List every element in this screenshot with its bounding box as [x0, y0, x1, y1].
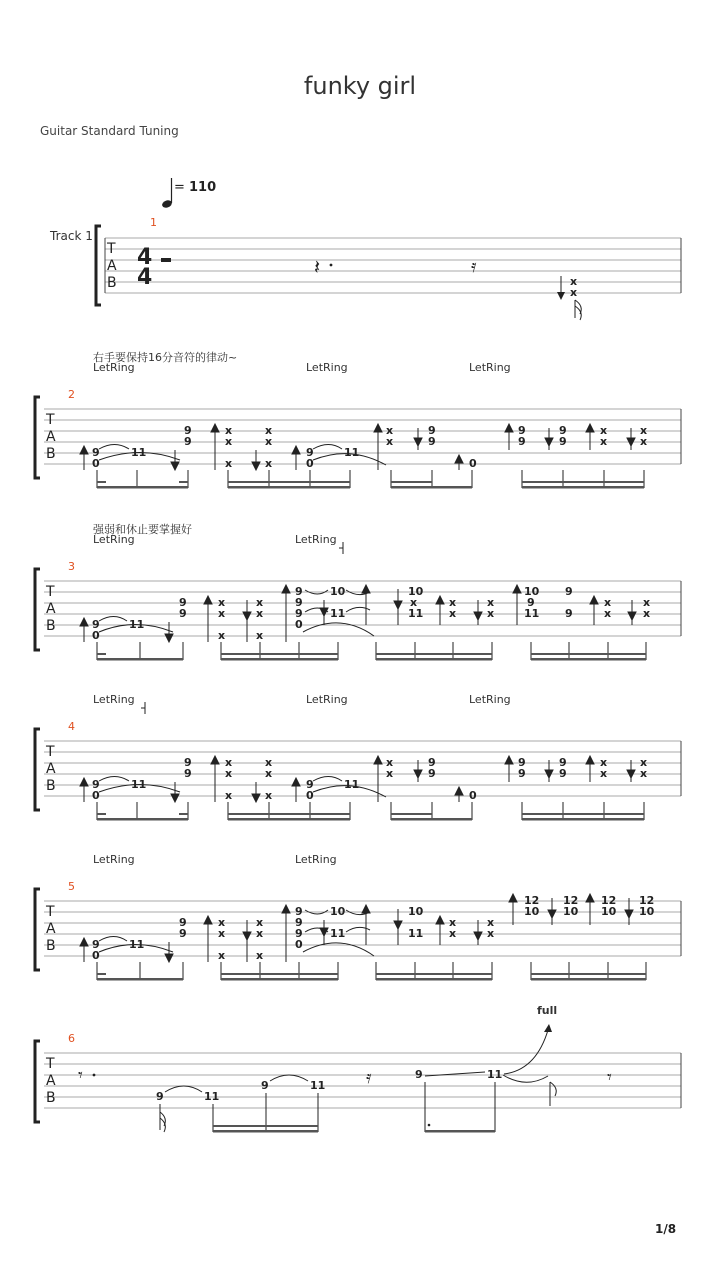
- technique-note: 强弱和休止要掌握好: [93, 523, 192, 536]
- svg-text:A: A: [46, 429, 56, 445]
- svg-text:x: x: [218, 916, 226, 929]
- svg-text:9: 9: [184, 424, 192, 437]
- svg-text:x: x: [640, 767, 648, 780]
- svg-text:12: 12: [639, 894, 655, 907]
- svg-text:x: x: [640, 756, 648, 769]
- svg-text:0: 0: [306, 789, 314, 802]
- svg-text:x: x: [256, 596, 264, 609]
- svg-text:9: 9: [428, 756, 436, 769]
- track-label: Track 1: [50, 229, 93, 243]
- let-ring-marking: LetRing: [306, 693, 348, 706]
- tempo-value: 110: [189, 180, 217, 195]
- svg-text:x: x: [225, 435, 233, 448]
- svg-text:0: 0: [469, 789, 477, 802]
- measure-number-1: 1: [150, 216, 157, 229]
- measure-number-4: 4: [68, 720, 75, 733]
- svg-text:9: 9: [559, 435, 567, 448]
- tab-staff-3: [35, 542, 681, 661]
- tab-clef-b: B: [107, 275, 117, 291]
- svg-text:10: 10: [524, 905, 540, 918]
- svg-text:x: x: [225, 424, 233, 437]
- svg-text:x: x: [570, 286, 578, 299]
- score-title: funky girl: [303, 72, 417, 100]
- svg-text:x: x: [640, 424, 648, 437]
- svg-text:x: x: [218, 607, 226, 620]
- svg-text:x: x: [487, 596, 495, 609]
- svg-text:B: B: [46, 778, 56, 794]
- svg-text:x: x: [604, 607, 612, 620]
- svg-text:x: x: [600, 424, 608, 437]
- svg-text:x: x: [265, 756, 273, 769]
- svg-text:x: x: [449, 596, 457, 609]
- svg-text:A: A: [46, 761, 56, 777]
- let-ring-marking: LetRing: [469, 361, 511, 374]
- svg-text:9: 9: [565, 585, 573, 598]
- eighth-rest-icon: 𝄾: [78, 1065, 83, 1086]
- svg-text:11: 11: [344, 446, 360, 459]
- svg-text:11: 11: [131, 446, 147, 459]
- svg-text:x: x: [218, 596, 226, 609]
- svg-text:x: x: [449, 927, 457, 940]
- svg-text:x: x: [570, 275, 578, 288]
- page-number: 1/8: [655, 1222, 677, 1236]
- svg-text:9: 9: [92, 618, 100, 631]
- svg-text:9: 9: [92, 446, 100, 459]
- let-ring-marking: LetRing: [306, 361, 348, 374]
- svg-text:9: 9: [428, 435, 436, 448]
- svg-text:10: 10: [601, 905, 617, 918]
- svg-text:9: 9: [518, 756, 526, 769]
- svg-text:12: 12: [524, 894, 540, 907]
- svg-text:B: B: [46, 446, 56, 462]
- svg-text:0: 0: [295, 618, 303, 631]
- let-ring-marking: LetRing: [93, 693, 135, 706]
- svg-text:T: T: [46, 744, 55, 760]
- svg-text:B: B: [46, 1090, 56, 1106]
- svg-text:11: 11: [204, 1090, 220, 1103]
- svg-text:11: 11: [408, 927, 424, 940]
- svg-text:x: x: [386, 767, 394, 780]
- tab-staff-5: [35, 889, 681, 981]
- svg-text:T: T: [46, 412, 55, 428]
- svg-text:9: 9: [179, 607, 187, 620]
- svg-text:10: 10: [639, 905, 655, 918]
- svg-text:x: x: [487, 607, 495, 620]
- bend-label: full: [537, 1004, 558, 1017]
- technique-note: 右手要保持16分音符的律动~: [93, 351, 238, 364]
- svg-text:x: x: [386, 756, 394, 769]
- svg-text:11: 11: [330, 607, 346, 620]
- let-ring-marking: LetRing: [469, 693, 511, 706]
- svg-text:9: 9: [306, 778, 314, 791]
- sixteenth-rest-icon: 𝄿: [366, 1067, 372, 1088]
- measure-number-5: 5: [68, 880, 75, 893]
- svg-text:9: 9: [518, 435, 526, 448]
- svg-text:x: x: [604, 596, 612, 609]
- svg-text:x: x: [600, 756, 608, 769]
- svg-text:x: x: [410, 596, 418, 609]
- svg-text:11: 11: [131, 778, 147, 791]
- svg-text:9: 9: [261, 1079, 269, 1092]
- svg-text:0: 0: [469, 457, 477, 470]
- svg-text:B: B: [46, 938, 56, 954]
- svg-text:9: 9: [295, 916, 303, 929]
- svg-text:x: x: [265, 789, 273, 802]
- svg-text:9: 9: [179, 596, 187, 609]
- svg-text:9: 9: [156, 1090, 164, 1103]
- svg-text:9: 9: [295, 927, 303, 940]
- svg-text:x: x: [225, 767, 233, 780]
- svg-text:x: x: [218, 949, 226, 962]
- tab-staff-1: [96, 226, 681, 320]
- tab-staff-6: [35, 1024, 681, 1133]
- svg-text:x: x: [487, 927, 495, 940]
- svg-text:x: x: [225, 457, 233, 470]
- svg-text:11: 11: [344, 778, 360, 791]
- svg-text:x: x: [600, 435, 608, 448]
- svg-text:T: T: [46, 1056, 55, 1072]
- svg-text:x: x: [265, 457, 273, 470]
- half-rest-icon: [161, 258, 171, 262]
- quarter-note-icon: [161, 178, 173, 209]
- svg-text:9: 9: [559, 424, 567, 437]
- svg-text:11: 11: [310, 1079, 326, 1092]
- svg-text:x: x: [640, 435, 648, 448]
- eighth-rest-icon: 𝄾: [607, 1067, 612, 1088]
- let-ring-marking: LetRing: [93, 853, 135, 866]
- svg-text:9: 9: [415, 1068, 423, 1081]
- svg-text:0: 0: [92, 629, 100, 642]
- svg-text:9: 9: [184, 756, 192, 769]
- svg-text:x: x: [386, 435, 394, 448]
- svg-text:x: x: [256, 927, 264, 940]
- svg-text:11: 11: [408, 607, 424, 620]
- time-signature-bottom: 4: [137, 265, 153, 290]
- svg-text:11: 11: [129, 618, 145, 631]
- svg-text:x: x: [449, 607, 457, 620]
- svg-text:x: x: [265, 424, 273, 437]
- svg-text:0: 0: [92, 457, 100, 470]
- svg-text:x: x: [225, 789, 233, 802]
- svg-text:0: 0: [92, 949, 100, 962]
- quarter-rest-icon: 𝄽: [314, 255, 321, 279]
- svg-text:0: 0: [92, 789, 100, 802]
- svg-text:9: 9: [518, 767, 526, 780]
- svg-text:9: 9: [179, 927, 187, 940]
- svg-text:10: 10: [330, 905, 346, 918]
- svg-text:x: x: [600, 767, 608, 780]
- svg-text:x: x: [256, 607, 264, 620]
- svg-text:9: 9: [306, 446, 314, 459]
- let-ring-marking: LetRing: [295, 533, 337, 546]
- sixteenth-rest-icon: 𝄿: [471, 256, 477, 277]
- svg-text:9: 9: [295, 607, 303, 620]
- svg-text:B: B: [46, 618, 56, 634]
- svg-text:x: x: [643, 607, 651, 620]
- svg-text:9: 9: [559, 756, 567, 769]
- svg-text:9: 9: [295, 905, 303, 918]
- time-signature-top: 4: [137, 245, 153, 270]
- svg-text:9: 9: [518, 424, 526, 437]
- svg-text:T: T: [46, 584, 55, 600]
- svg-text:10: 10: [408, 905, 424, 918]
- svg-text:9: 9: [295, 585, 303, 598]
- svg-text:x: x: [256, 629, 264, 642]
- tab-staff-2: [35, 397, 681, 489]
- measure-number-2: 2: [68, 388, 75, 401]
- svg-text:9: 9: [184, 767, 192, 780]
- tab-clef-t: T: [107, 241, 116, 257]
- svg-text:x: x: [256, 916, 264, 929]
- svg-text:9: 9: [92, 938, 100, 951]
- svg-text:12: 12: [563, 894, 579, 907]
- svg-text:x: x: [487, 916, 495, 929]
- svg-text:9: 9: [92, 778, 100, 791]
- svg-text:10: 10: [330, 585, 346, 598]
- svg-text:x: x: [449, 916, 457, 929]
- svg-text:9: 9: [428, 424, 436, 437]
- svg-text:x: x: [218, 927, 226, 940]
- svg-text:x: x: [265, 767, 273, 780]
- measure-number-6: 6: [68, 1032, 75, 1045]
- svg-text:x: x: [386, 424, 394, 437]
- tab-clef-a: A: [107, 258, 117, 274]
- svg-text:10: 10: [563, 905, 579, 918]
- svg-text:0: 0: [295, 938, 303, 951]
- tab-staff-4: [35, 702, 681, 821]
- let-ring-marking: LetRing: [93, 533, 135, 546]
- svg-text:9: 9: [565, 607, 573, 620]
- svg-text:9: 9: [428, 767, 436, 780]
- svg-text:9: 9: [295, 596, 303, 609]
- let-ring-marking: LetRing: [295, 853, 337, 866]
- svg-text:A: A: [46, 1073, 56, 1089]
- svg-text:11: 11: [129, 938, 145, 951]
- svg-text:10: 10: [408, 585, 424, 598]
- svg-text:x: x: [643, 596, 651, 609]
- tempo-marking: =: [174, 180, 185, 195]
- let-ring-marking: LetRing: [93, 361, 135, 374]
- svg-text:x: x: [218, 629, 226, 642]
- svg-text:x: x: [256, 949, 264, 962]
- svg-text:A: A: [46, 601, 56, 617]
- measure-number-3: 3: [68, 560, 75, 573]
- svg-text:x: x: [265, 435, 273, 448]
- svg-text:9: 9: [527, 596, 535, 609]
- svg-text:9: 9: [559, 767, 567, 780]
- svg-text:11: 11: [487, 1068, 503, 1081]
- svg-text:12: 12: [601, 894, 617, 907]
- svg-text:10: 10: [524, 585, 540, 598]
- svg-text:11: 11: [524, 607, 540, 620]
- svg-text:0: 0: [306, 457, 314, 470]
- svg-text:11: 11: [330, 927, 346, 940]
- svg-text:x: x: [225, 756, 233, 769]
- svg-text:9: 9: [179, 916, 187, 929]
- svg-text:T: T: [46, 904, 55, 920]
- svg-text:A: A: [46, 921, 56, 937]
- tuning-label: Guitar Standard Tuning: [40, 124, 179, 138]
- svg-text:9: 9: [184, 435, 192, 448]
